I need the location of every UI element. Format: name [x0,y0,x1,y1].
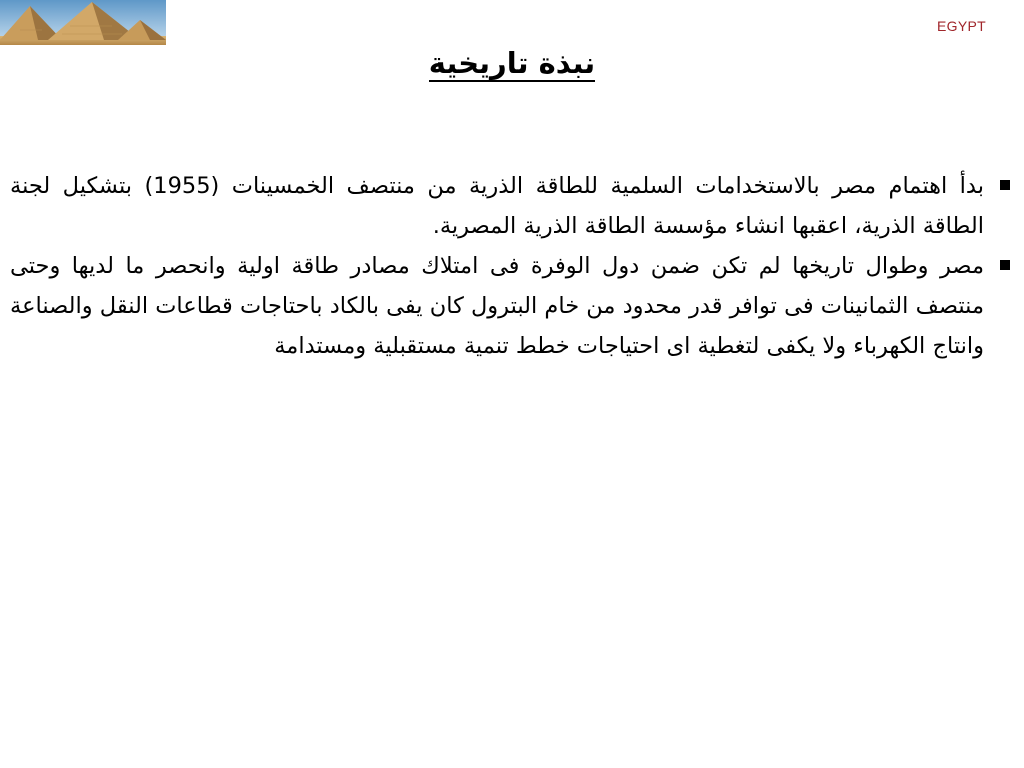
square-bullet-icon [1000,180,1010,190]
slide-title-text: نبذة تاريخية [428,46,596,80]
bullet-item-1 [10,166,984,246]
bullet-item-2 [10,246,984,366]
pyramids-photo-icon [0,0,166,45]
bullet-text-2: مصر وطوال تاريخها لم تكن ضمن دول الوفرة فى امتلاك مصادر طاقة اولية وانحصر ما لديها وحتى منتصف الثمانينات فى توافر قدر محدود من خام البترول كان يفى بالكاد باحتاجات قطاعات النقل والصناعة وانتاج الكهرباء ولا يكفى لتغطية اى احتياجات خطط تنمية مستقبلية ومستدامة [10,253,984,359]
bullet-list [10,166,984,366]
slide-title [0,40,1024,86]
bullet-text-1: بدأ اهتمام مصر بالاستخدامات السلمية للطاقة الذرية من منتصف الخمسينات (1955) بتشكيل لجنة الطاقة الذرية، اعقبها انشاء مؤسسة الطاقة الذرية المصرية. [10,173,984,239]
square-bullet-icon [1000,260,1010,270]
pyramids-image [0,0,166,45]
country-label: EGYPT [937,18,986,34]
slide-content [10,166,984,366]
